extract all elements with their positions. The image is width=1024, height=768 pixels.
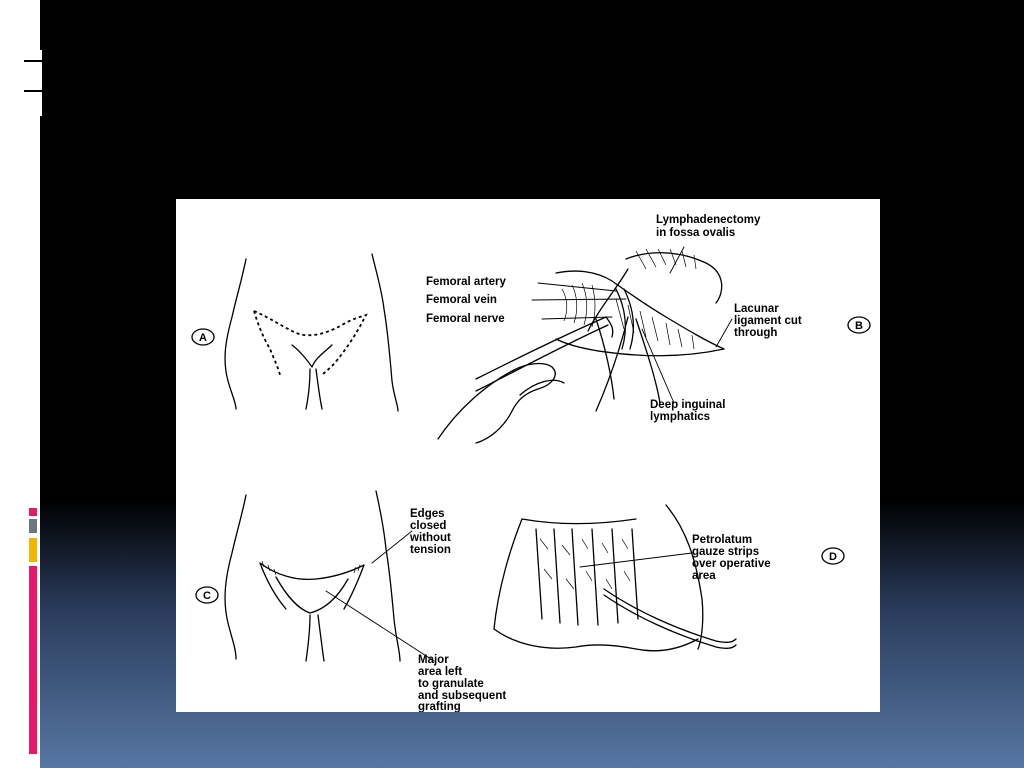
label-femoral-nerve: Femoral nerve	[426, 313, 505, 325]
label-petrolatum-4: area	[692, 570, 716, 582]
surgical-diagram	[176, 199, 880, 712]
label-femoral-artery: Femoral artery	[426, 276, 506, 288]
panel-c	[196, 491, 506, 712]
theme-logo-icon	[24, 50, 42, 116]
diagram-drawing	[176, 199, 880, 712]
accent-bar-gray	[29, 519, 37, 533]
panel-c-badge: C	[203, 590, 211, 602]
label-petrolatum-2: gauze strips	[692, 546, 760, 558]
label-lacunar-2: ligament cut	[734, 315, 802, 327]
panel-a	[192, 254, 398, 411]
label-lacunar-1: Lacunar	[734, 303, 779, 315]
label-femoral-vein: Femoral vein	[426, 294, 497, 306]
accent-bar-yellow	[29, 538, 37, 562]
label-petrolatum-1: Petrolatum	[692, 534, 753, 546]
panel-b-badge: B	[855, 320, 863, 332]
label-major-3: to granulate	[418, 678, 484, 690]
panel-d	[494, 505, 844, 651]
label-major-1: Major	[418, 654, 449, 666]
accent-bar-pink-1	[29, 508, 37, 516]
label-edges-1: Edges	[410, 508, 445, 520]
label-major-5: grafting	[418, 701, 461, 712]
accent-bar-pink-2	[29, 566, 37, 754]
panel-a-badge: A	[199, 332, 207, 344]
label-major-4: and subsequent	[418, 690, 507, 702]
label-edges-4: tension	[410, 544, 451, 556]
label-deep-inguinal-1: Deep inguinal	[650, 399, 726, 411]
panel-b	[426, 214, 870, 443]
panel-d-badge: D	[829, 551, 837, 563]
label-petrolatum-3: over operative	[692, 558, 771, 570]
label-deep-inguinal-2: lymphatics	[650, 411, 711, 423]
label-lymphadenectomy-2: in fossa ovalis	[656, 227, 736, 239]
label-edges-3: without	[410, 532, 451, 544]
label-edges-2: closed	[410, 520, 447, 532]
label-lacunar-3: through	[734, 327, 778, 339]
label-major-2: area left	[418, 666, 463, 678]
label-lymphadenectomy-1: Lymphadenectomy	[656, 214, 761, 226]
